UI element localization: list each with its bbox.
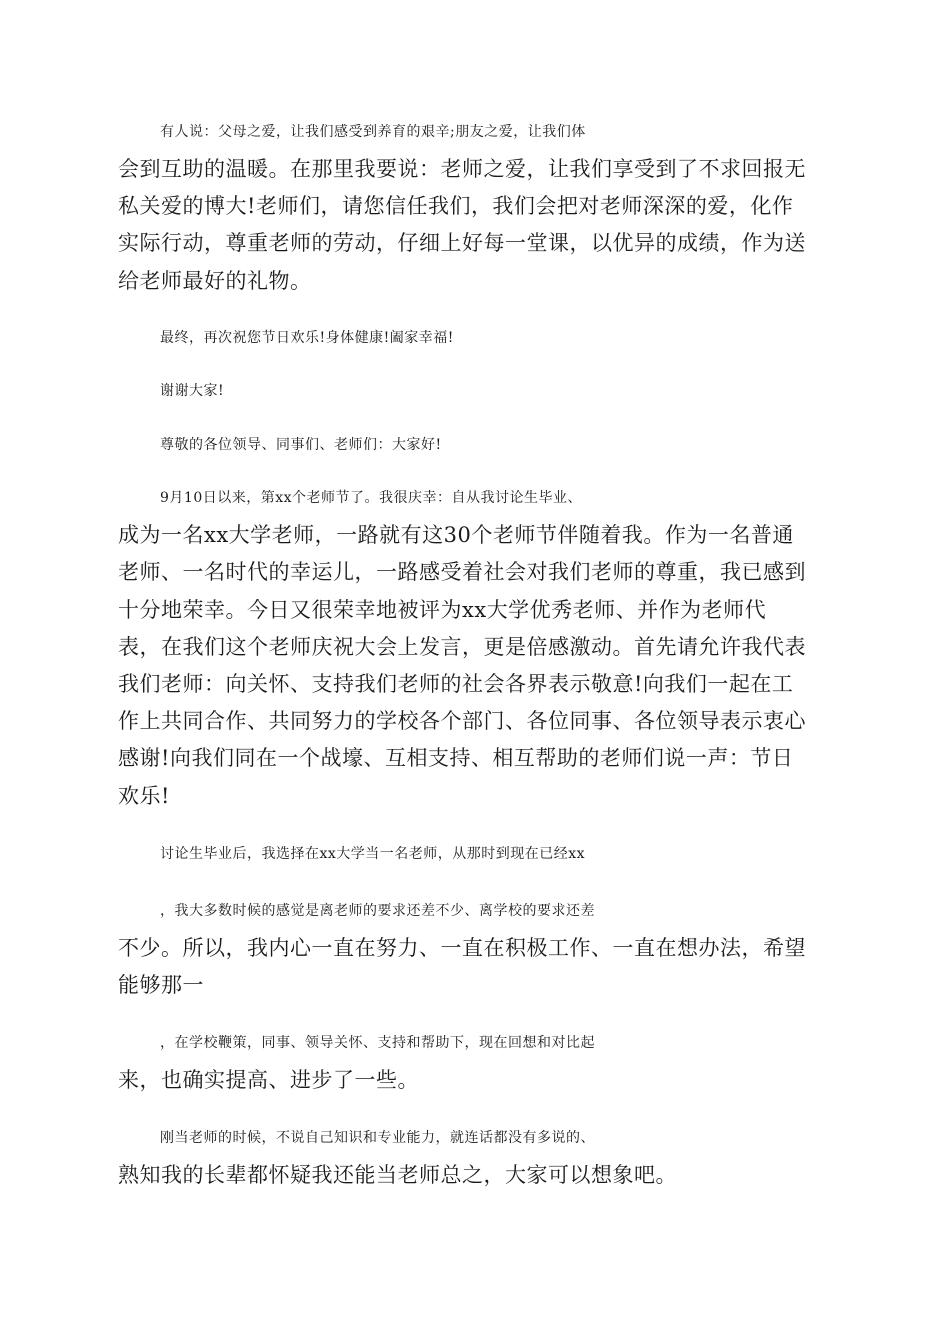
- paragraph-1-line-1: 有人说：父母之爱，让我们感受到养育的艰辛;朋友之爱，让我们体: [160, 124, 586, 140]
- paragraph-5-line-2: 成为一名xx大学老师，一路就有这30个老师节伴随着我。作为一名普通: [118, 523, 794, 547]
- paragraph-2-line-1: 最终，再次祝您节日欢乐!身体健康!阖家幸福!: [160, 330, 454, 346]
- paragraph-1-line-5: 给老师最好的礼物。: [118, 269, 312, 293]
- paragraph-5-line-5: 表，在我们这个老师庆祝大会上发言，更是倍感激动。首先请允许我代表: [118, 635, 806, 659]
- paragraph-6-line-1: 讨论生毕业后，我选择在xx大学当一名老师，从那时到现在已经xx: [160, 846, 586, 862]
- paragraph-8-line-1: ，在学校鞭策，同事、领导关怀、支持和帮助下，现在回想和对比起: [160, 1035, 595, 1051]
- paragraph-5-line-9: 欢乐!: [118, 784, 170, 808]
- paragraph-1-line-4: 实际行动，尊重老师的劳动，仔细上好每一堂课，以优异的成绩，作为送: [118, 231, 806, 255]
- paragraph-5-line-4: 十分地荣幸。今日又很荣幸地被评为xx大学优秀老师、并作为老师代: [118, 598, 767, 622]
- paragraph-3-line-1: 谢谢大家!: [160, 383, 225, 399]
- paragraph-5-line-3: 老师、一名时代的幸运儿，一路感受着社会对我们老师的尊重，我已感到: [118, 560, 806, 584]
- paragraph-7-line-3: 能够那一: [118, 973, 204, 997]
- paragraph-8-line-2: 来，也确实提高、进步了一些。: [118, 1068, 419, 1092]
- paragraph-5-line-6: 我们老师：向关怀、支持我们老师的社会各界表示敬意!向我们一起在工: [118, 672, 794, 696]
- paragraph-1-line-3: 私关爱的博大!老师们，请您信任我们，我们会把对老师深深的爱，化作: [118, 194, 794, 218]
- paragraph-7-line-2: 不少。所以，我内心一直在努力、一直在积极工作、一直在想办法，希望: [118, 936, 806, 960]
- paragraph-5-line-7: 作上共同合作、共同努力的学校各个部门、各位同事、各位领导表示衷心: [118, 709, 806, 733]
- paragraph-4-line-1: 尊敬的各位领导、同事们、老师们：大家好!: [160, 437, 442, 453]
- paragraph-5-line-8: 感谢!向我们同在一个战壕、互相支持、相互帮助的老师们说一声：节日: [118, 746, 794, 770]
- paragraph-5-line-1: 9月10日以来，第xx个老师节了。我很庆幸：自从我讨论生毕业、: [160, 490, 583, 506]
- paragraph-9-line-2: 熟知我的长辈都怀疑我还能当老师总之，大家可以想象吧。: [118, 1163, 677, 1187]
- paragraph-7-line-1: ，我大多数时候的感觉是离老师的要求还差不少、离学校的要求还差: [160, 903, 595, 919]
- paragraph-9-line-1: 刚当老师的时候，不说自己知识和专业能力，就连话都没有多说的、: [160, 1130, 595, 1146]
- paragraph-1-line-2: 会到互助的温暖。在那里我要说：老师之爱，让我们享受到了不求回报无: [118, 157, 806, 181]
